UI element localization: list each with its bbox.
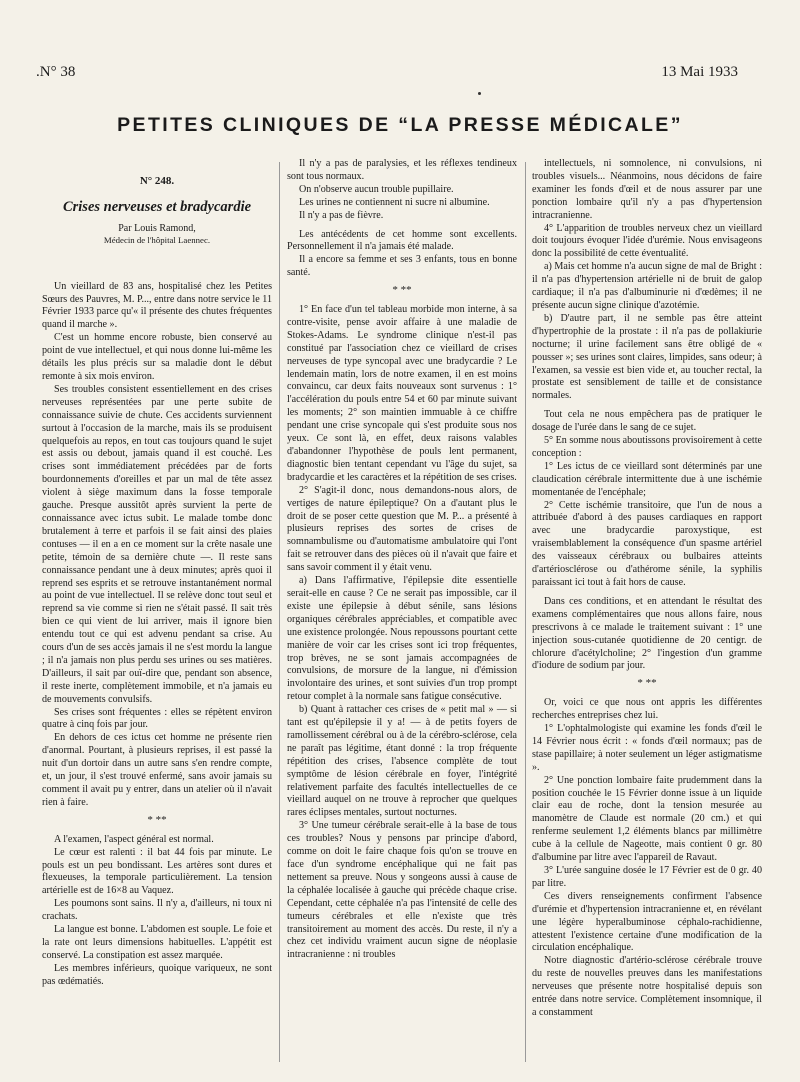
paragraph: Le cœur est ralenti : il bat 44 fois par minute. Le pouls est un peu bondissant. Les artères sont dures et flexueuses, la temporale particulièrement. La tension artérielle est de 16×8 au Vaquez. xyxy=(42,846,272,897)
paragraph: Tout cela ne nous empêchera pas de pratiquer le dosage de l'urée dans le sang de ce sujet. xyxy=(532,409,762,434)
print-dot xyxy=(478,92,481,95)
paragraph: a) Dans l'affirmative, l'épilepsie dite essentielle serait-elle en cause ? Ce ne serait pas impossible, car il existe une épilepsie à début sénile, sans lésions organiques cérébrales appréciables, et compatible avec une existence prolongée. Nous repoussons pourtant cette manière de voir car les crises sont ici trop fréquentes, trop brèves, ne se sont jamais accompagnées de convulsions, de morsure de la langue, ni d'émission involontaire des urines, et sont suivies d'un trop prompt retour complet à la normale sans fatigue consécutive. xyxy=(287,575,517,703)
paragraph: La langue est bonne. L'abdomen est souple. Le foie et la rate ont leurs dimensions habituelles. L'appétit est conservé. La constipation est assez marquée. xyxy=(42,924,272,961)
paragraph: Les membres inférieurs, quoique variqueux, ne sont pas œdématiés. xyxy=(42,962,272,987)
paragraph: intellectuels, ni somnolence, ni convulsions, ni troubles visuels... Néanmoins, nous décidons de faire examiner les fonds d'œil et de nous assurer par une ponction lombaire qu'il n'y a pas d'hypertension intracranienne. xyxy=(532,158,762,221)
article-columns xyxy=(42,158,762,1068)
paragraph: 3° Une tumeur cérébrale serait-elle à la base de tous ces troubles? Nous y pensons par principe d'abord, comme on doit le faire chaque fois qu'on se trouve en face d'un syndrome encéphalique qui ne fait pas nettement sa preuve. Nous y songeons aussi à cause de la céphalée localisée à gauche qui précède chaque crise. Cependant, cette céphalée n'a pas l'intensité de celle des tumeurs cérébrales et elle n'existe que très transitoirement au moment des accès. Du reste, il n'y a chez cet individu vraiment aucun signe de néoplasie intracranienne : ni troubles xyxy=(287,820,517,961)
paragraph: b) D'autre part, il ne semble pas être atteint d'hypertrophie de la prostate : il n'a pas de pollakiurie nocturne; il urine facilement sans être obligé de « pousser »; ses urines sont claires, limpides, sans odeur; à l'examen, sa vessie est bien vide et, au toucher rectal, la prostate est sensiblement de taille et de consistance normales. xyxy=(532,312,762,402)
masthead-title: PETITES CLINIQUES DE “LA PRESSE MÉDICALE” xyxy=(117,114,683,136)
paragraph: 2° Une ponction lombaire faite prudemment dans la position couchée le 15 Février donne issue à un liquide clair eau de roche, dont la tension mesurée au manomètre de Claude est normale (20 cm.) et qui renferme seulement 1,2 éléments blancs par millimètre cube à la cellule de Nageotte, mais contient 0 gr. 80 d'albumine par litre avec l'appareil de Ravaut. xyxy=(532,774,762,864)
paragraph: 1° Les ictus de ce vieillard sont déterminés par une claudication cérébrale intermittente due à une ischémie momentanée de l'encéphale; xyxy=(532,460,762,498)
article-number: N° 248. xyxy=(139,175,175,187)
column-1 xyxy=(42,158,272,1068)
paragraph: Ses troubles consistent essentiellement en des crises nerveuses représentées par une perte subite de connaissance suivie de chute. Ces accidents surviennent surtout à l'occasion de la marche, mais ils se produisent quelquefois au repos, en tout cas toujours quand le sujet est assis ou debout, jamais quand il est couché. Les crises sont immédiatement précédées par de forts bourdonnements d'oreilles et par un mal de tête assez violent à siège maximum dans la fosse temporale gauche. Presque aussitôt après survient la perte de connaissance avec ictus subit. Le malade tombe donc brutalement à terre et parfois il se fait ainsi des plaies contuses — il en a en ce moment sur la crête nasale une petite, témoin de sa dernière chute —. Il reste sans connaissance pendant une à deux minutes; après quoi il reprend ses esprits et se retrouve instantanément normal au point de vue intellectuel. Il se relève donc tout seul et reprend sa vie comme si rien ne s'était passé. Il sait très bien ce qui vient de lui arriver, mais il ignore bien entendu tout ce qui est advenu pendant sa crise. Au cours d'un de ses accès jamais il ne s'est mordu la langue ; il n'a jamais non plus perdu ses urines ou ses matières. D'ailleurs, il sait par ouï-dire que, pendant son absence, il reste inerte, complètement immobile, et n'a jamais eu de mouvements convulsifs. xyxy=(42,383,272,705)
paragraph: 5° En somme nous aboutissons provisoirement à cette conception : xyxy=(532,435,762,459)
paragraph: Les antécédents de cet homme sont excellents. Personnellement il n'a jamais été malade. xyxy=(287,228,517,253)
paragraph: a) Mais cet homme n'a aucun signe de mal de Bright : il n'a pas d'hypertension artérielle ni de bruit de galop cardiaque; il n'a pas d'albuminurie ni d'œdèmes; il ne présente aucun signe clinique d'azotémie. xyxy=(532,261,762,311)
issue-date: 13 Mai 1933 xyxy=(661,64,738,80)
paragraph: Un vieillard de 83 ans, hospitalisé chez les Petites Sœurs des Pauvres, M. P..., entre dans notre service le 11 Février 1933 parce qu'« il présente des chutes fréquentes quand il marche ». xyxy=(42,280,272,331)
column-3 xyxy=(532,158,762,1068)
paragraph: 1° L'ophtalmologiste qui examine les fonds d'œil le 14 Février nous écrit : « fonds d'œil normaux; pas de stase papillaire; à noter seulement un léger astigmatisme ». xyxy=(532,723,762,773)
paragraph: Dans ces conditions, et en attendant le résultat des examens complémentaires que nous allons faire, nous prescrivons à ce malade le traitement suivant : 1° une injection sous-cutanée quotidienne de 20 centigr. de chlorure d'acétylcholine; 2° l'ingestion d'un gramme d'iodure de sodium par jour. xyxy=(532,595,762,672)
paragraph: 3° L'urée sanguine dosée le 17 Février est de 0 gr. 40 par litre. xyxy=(532,865,762,889)
paragraph: Il a encore sa femme et ses 3 enfants, tous en bonne santé. xyxy=(287,254,517,279)
paragraph: En dehors de ces ictus cet homme ne présente rien d'anormal. Pourtant, à plusieurs reprises, il est passé la nuit d'un dortoir dans un autre sans s'en rendre compte, et, un jour, il s'est trouvé enfermé, sans avoir jamais su comment il avait pu y entrer, dans un atelier où il n'avait rien à faire. xyxy=(42,732,272,808)
paragraph: Ces divers renseignements confirment l'absence d'urémie et d'hypertension intracranienne et, en révélant une légère hyperalbuminose céphalo-rachidienne, attestent l'existence certaine d'une modification de la circulation encéphalique. xyxy=(532,890,762,954)
paragraph: Or, voici ce que nous ont appris les différentes recherches entreprises chez lui. xyxy=(532,697,762,722)
paragraph: C'est un homme encore robuste, bien conservé au point de vue intellectuel, et qui nous donne lui-même les détails les plus précis sur sa maladie dont le début remonte à six mois environ. xyxy=(42,332,272,383)
paragraph: Il n'y a pas de fièvre. xyxy=(299,209,384,221)
section-separator: * ** xyxy=(147,813,167,826)
paragraph: A l'examen, l'aspect général est normal. xyxy=(54,833,214,845)
paragraph: Notre diagnostic d'artério-sclérose cérébrale trouve du reste de nouvelles preuves dans les manifestations nerveuses que présente notre hospitalisé depuis son entrée dans notre service. Complètement insomnique, il a constamment xyxy=(532,955,762,1018)
article-title: Crises nerveuses et bradycardie xyxy=(62,199,252,216)
paragraph: 4° L'apparition de troubles nerveux chez un vieillard doit toujours évoquer l'idée d'urémie. Nous envisageons donc la possibilité de cette éventualité. xyxy=(532,222,762,260)
author-affiliation: Médecin de l'hôpital Laennec. xyxy=(103,235,211,246)
issue-number: .N° 38 xyxy=(36,64,76,80)
paragraph: 1° En face d'un tel tableau morbide mon interne, à sa contre-visite, pense avoir affaire à une maladie de Stokes-Adams. Le syndrome clinique n'est-il pas constitué par l'association chez ce vieillard de crises nerveuses de type syncopal avec une bradycardie ? Le lendemain matin, lors de notre examen, il en est moins convaincu, car deux faits nouveaux sont survenus : 1° l'accélération du pouls entre 54 et 60 par minute suivant les moments; 2° son maintien immuable à ce chiffre pendant une crise syncopale qui s'est produite sous nos yeux. Ce sont là, en effet, deux raisons valables d'abandonner l'hypothèse de pouls lent permanent, diagnostic bien tentant cependant vu l'âge du sujet, sa bradycardie et les caractères et la répétition de ses crises. xyxy=(287,304,517,483)
paragraph: Il n'y a pas de paralysies, et les réflexes tendineux sont tous normaux. xyxy=(287,158,517,182)
article-author: Par Louis Ramond, xyxy=(118,222,196,234)
paragraph: On n'observe aucun trouble pupillaire. xyxy=(299,183,454,195)
paragraph: Les urines ne contiennent ni sucre ni albumine. xyxy=(299,196,490,208)
column-2 xyxy=(287,158,517,1068)
section-separator: * ** xyxy=(637,677,657,690)
paragraph: b) Quant à rattacher ces crises de « petit mal » — si tant est qu'épilepsie il y a! — à de petits foyers de ramollissement cérébral ou à de la cérébro-sclérose, cela ne paraît pas légitime, étant donné : la trop fréquente répétition des crises, l'absence complète de tout symptôme de lésion cérébrale en foyer, l'intégrité relativement parfaite des facultés intellectuelles de ce vieillard auquel on ne trouve à reprocher que quelques rares éclipses mentales, surtout nocturnes. xyxy=(287,704,517,819)
paragraph: Ses crises sont fréquentes : elles se répètent environ quatre à cinq fois par jour. xyxy=(42,706,272,731)
paragraph: Les poumons sont sains. Il n'y a, d'ailleurs, ni toux ni crachats. xyxy=(42,898,272,923)
paragraph: 2° Cette ischémie transitoire, que l'un de nous a attribuée d'abord à des pauses cardiaques en rapport avec une bradycardie paroxystique, est vraisemblablement la conséquence d'un spasme artériel des vaisseaux cérébraux ou bulbaires atteints d'artériosclérose ou d'athérome sénile, la syphilis paraissant ici tout à fait hors de cause. xyxy=(532,499,762,588)
paragraph: 2° S'agit-il donc, nous demandons-nous alors, de vertiges de nature épileptique? On a d'autant plus le droit de se poser cette question que M. P... a présenté à plusieurs reprises des sortes de crises de somnambulisme ou d'automatisme ambulatoire qui l'ont fait se retrouver dans des pièces où il n'avait que faire et sans savoir comment il y était venu. xyxy=(287,484,517,574)
section-separator: * ** xyxy=(392,284,412,297)
